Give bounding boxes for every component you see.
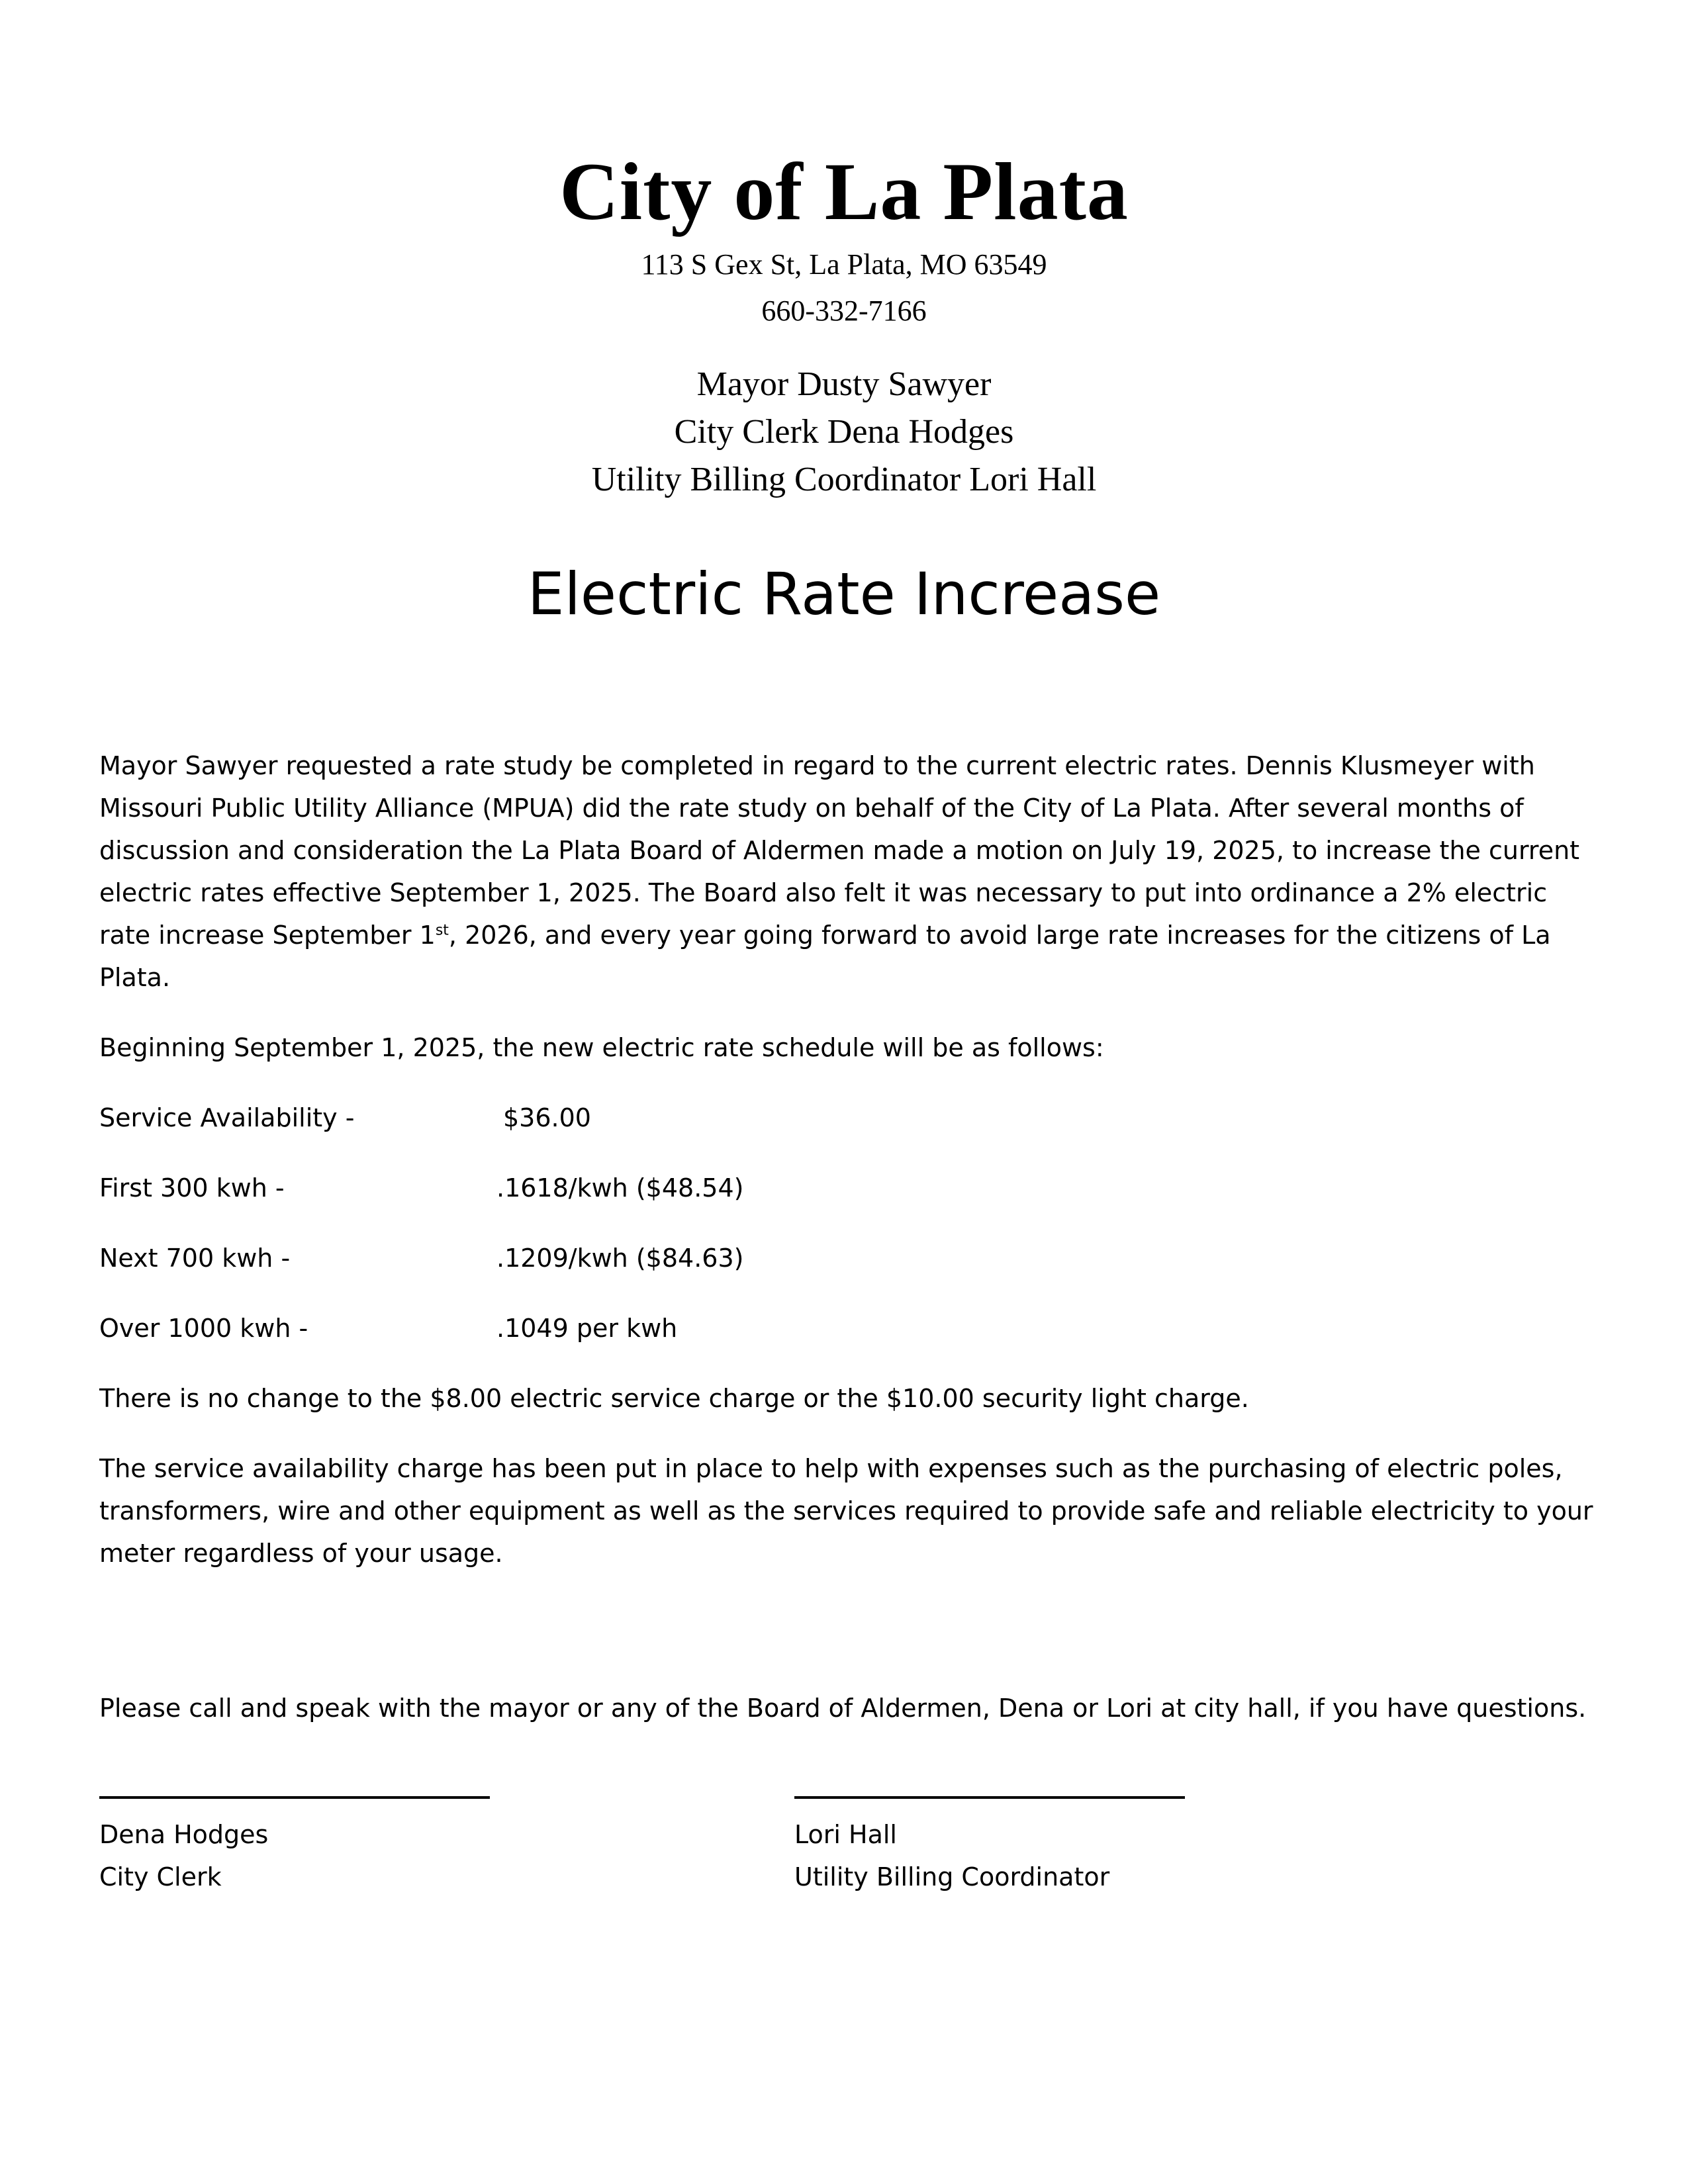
rate-value: .1049 per kwh xyxy=(496,1314,678,1343)
rate-label: Over 1000 kwh - xyxy=(99,1314,308,1343)
rate-value: $36.00 xyxy=(503,1103,591,1132)
signer-name: Lori Hall xyxy=(794,1820,897,1849)
closing-note: Please call and speak with the mayor or any of the Board of Aldermen, Dena or Lori at city hall, if you have questions. xyxy=(99,1694,1587,1723)
official-billing-coordinator: Utility Billing Coordinator Lori Hall xyxy=(591,461,1097,498)
rate-schedule xyxy=(99,1097,1595,1349)
intro-text-end: , 2026, and every year going forward to avoid large rate increases for the citizens of La Plata. xyxy=(99,921,1551,992)
official-mayor: Mayor Dusty Sawyer xyxy=(696,365,992,403)
ordinal-suffix: st xyxy=(435,922,449,939)
letterhead xyxy=(0,142,1688,631)
availability-explainer: The service availability charge has been put in place to help with expenses such as the purchasing of electric poles, transformers, wire and other equipment as well as the services required to provide safe and reliable electricity to your meter regardless of your usage. xyxy=(99,1454,1593,1568)
rate-label: Next 700 kwh - xyxy=(99,1244,291,1273)
signature-block-billing xyxy=(794,1780,1192,1898)
signature-block-clerk xyxy=(99,1780,496,1898)
rate-row-next-700 xyxy=(99,1237,1595,1279)
schedule-intro: Beginning September 1, 2025, the new electric rate schedule will be as follows: xyxy=(99,1033,1104,1062)
no-change-note: There is no change to the $8.00 electric service charge or the $10.00 security light charge. xyxy=(99,1384,1249,1413)
city-address: 113 S Gex St, La Plata, MO 63549 xyxy=(641,248,1047,281)
signature-line xyxy=(99,1796,490,1799)
signer-title: Utility Billing Coordinator xyxy=(794,1862,1110,1891)
city-phone: 660-332-7166 xyxy=(761,295,927,327)
officials-list xyxy=(0,361,1688,504)
rate-row-service-availability xyxy=(99,1097,1595,1139)
city-name: City of La Plata xyxy=(559,146,1129,237)
signer-name: Dena Hodges xyxy=(99,1820,269,1849)
page-title: Electric Rate Increase xyxy=(527,560,1161,628)
rate-value: .1209/kwh ($84.63) xyxy=(496,1244,744,1273)
signer-title: City Clerk xyxy=(99,1862,222,1891)
intro-paragraph xyxy=(99,745,1595,999)
rate-row-first-300 xyxy=(99,1167,1595,1209)
rate-row-over-1000 xyxy=(99,1307,1595,1349)
spacer xyxy=(99,1602,1595,1687)
signature-section xyxy=(99,1780,1595,1913)
intro-text-main: Mayor Sawyer requested a rate study be completed in regard to the current electric rates. Dennis Klusmeyer with Missouri Public Utility Alliance (MPUA) did the rate study on behalf of the City of La Plata. After several months of discussion and consideration the La Plata Board of Aldermen made a motion on July 19, 2025, to increase the current electric rates effective September 1, 2025. The Board also felt it was necessary to put into ordinance a 2% electric rate increase September 1 xyxy=(99,751,1580,950)
rate-value: .1618/kwh ($48.54) xyxy=(496,1173,744,1203)
rate-label: First 300 kwh - xyxy=(99,1173,285,1203)
official-city-clerk: City Clerk Dena Hodges xyxy=(674,413,1014,451)
letter-body xyxy=(99,745,1595,1757)
signature-line xyxy=(794,1796,1185,1799)
rate-label: Service Availability - xyxy=(99,1103,355,1132)
